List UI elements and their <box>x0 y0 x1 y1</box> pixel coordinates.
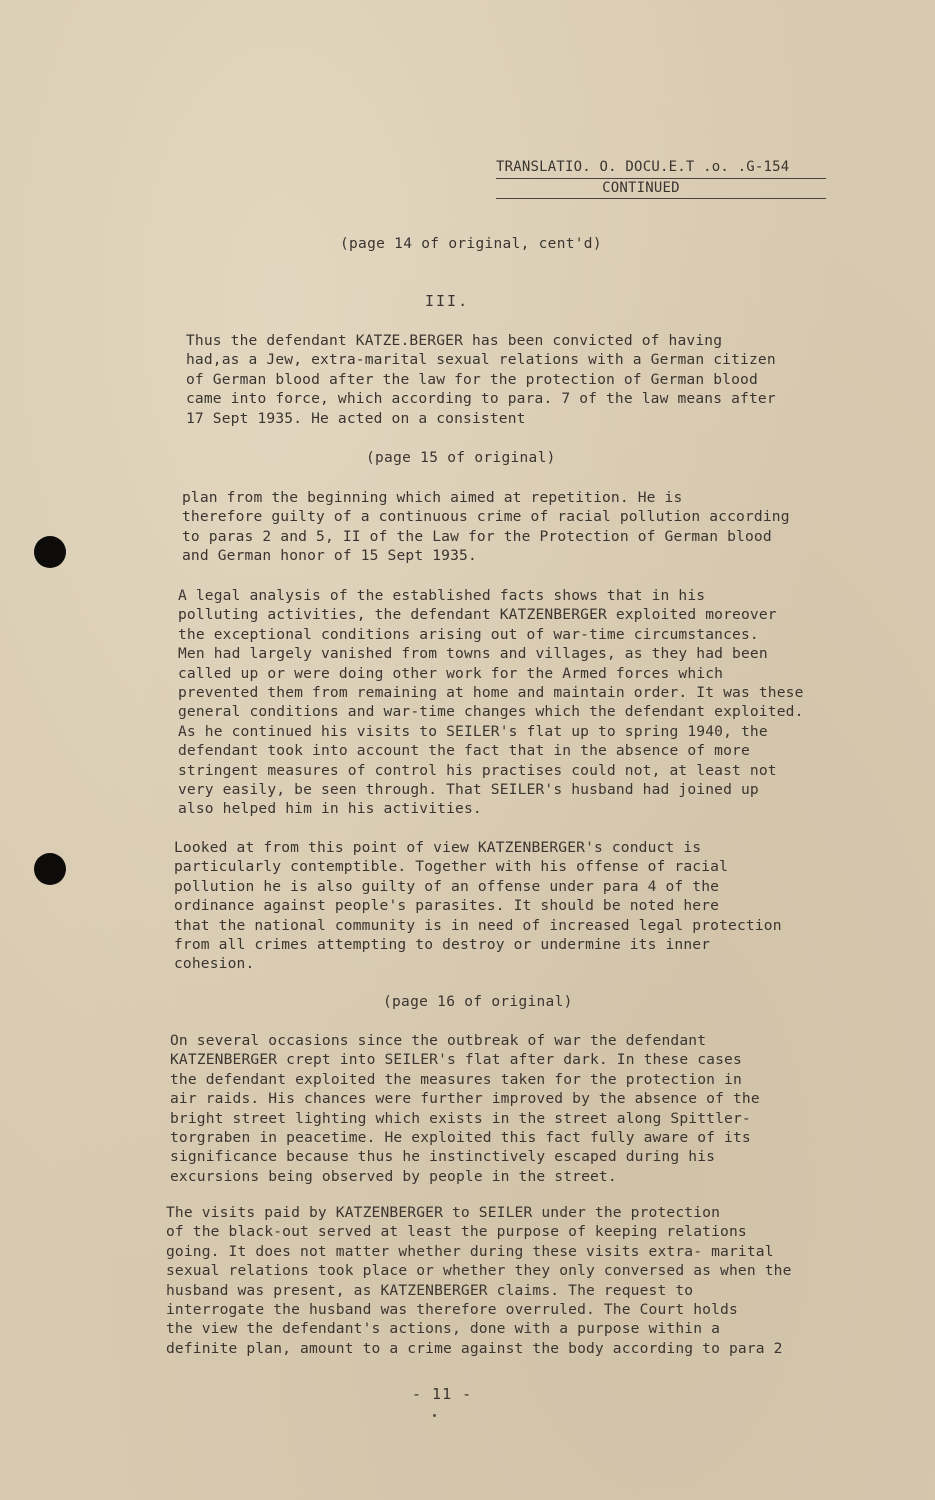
paragraph-contemptible-conduct <box>174 838 782 974</box>
text-line: definite plan, amount to a crime against the body according to para 2 <box>166 1339 783 1357</box>
text-line: of German blood after the law for the protection of German blood <box>186 370 758 388</box>
text-line: therefore guilty of a continuous crime of racial pollution according <box>182 508 790 526</box>
text-line: general conditions and war-time changes which the defendant exploited. <box>178 703 804 721</box>
punch-hole-lower <box>34 853 66 885</box>
punch-hole-upper <box>34 536 66 568</box>
text-line: stringent measures of control his practises could not, at least not <box>178 761 777 779</box>
text-line: torgraben in peacetime. He exploited this fact fully aware of its <box>170 1129 751 1147</box>
text-line: Looked at from this point of view KATZENBERGER's conduct is <box>174 839 702 856</box>
text-line: A legal analysis of the established facts shows that in his <box>178 587 706 604</box>
text-line: the exceptional conditions arising out of war-time circumstances. <box>178 625 759 643</box>
text-line: and German honor of 15 Sept 1935. <box>182 547 477 565</box>
text-line: from all crimes attempting to destroy or undermine its inner <box>174 936 711 954</box>
text-line: interrogate the husband was therefore overruled. The Court holds <box>166 1301 738 1319</box>
text-line: husband was present, as KATZENBERGER claims. The request to <box>166 1281 694 1299</box>
text-line: Men had largely vanished from towns and villages, as they had been <box>178 645 768 663</box>
text-line: came into force, which according to para. 7 of the law means after <box>186 390 776 408</box>
text-line: had,as a Jew, extra-marital sexual relations with a German citizen <box>186 351 776 369</box>
text-line: of the black-out served at least the purpose of keeping relations <box>166 1223 747 1241</box>
text-line: significance because thus he instinctively escaped during his <box>170 1148 716 1166</box>
page-ref-15: (page 15 of original) <box>366 450 556 466</box>
text-line: the view the defendant's actions, done with a purpose within a <box>166 1320 721 1338</box>
text-line: As he continued his visits to SEILER's flat up to spring 1940, the <box>178 722 768 740</box>
text-line: sexual relations took place or whether they only conversed as when the <box>166 1262 792 1280</box>
text-line: air raids. His chances were further improved by the absence of the <box>170 1090 760 1108</box>
text-line: Thus the defendant KATZE.BERGER has been convicted of having <box>186 332 723 349</box>
text-line: called up or were doing other work for the Armed forces which <box>178 664 724 682</box>
text-line: excursions being observed by people in the street. <box>170 1167 617 1185</box>
text-line: plan from the beginning which aimed at repetition. He is <box>182 489 683 506</box>
header-continued: CONTINUED <box>496 179 826 199</box>
paragraph-continuous-crime <box>182 488 790 566</box>
ink-dot <box>433 1414 436 1417</box>
paragraph-legal-analysis <box>178 586 804 819</box>
paragraph-conviction <box>186 331 776 428</box>
text-line: ordinance against people's parasites. It should be noted here <box>174 897 720 915</box>
page-ref-14: (page 14 of original, cent'd) <box>340 236 602 252</box>
text-line: bright street lighting which exists in the street along Spittler- <box>170 1109 751 1127</box>
text-line: to paras 2 and 5, II of the Law for the Protection of German blood <box>182 527 772 545</box>
text-line: particularly contemptible. Together with his offense of racial <box>174 858 729 876</box>
text-line: the defendant exploited the measures taken for the protection in <box>170 1070 742 1088</box>
text-line: cohesion. <box>174 955 255 973</box>
text-line: defendant took into account the fact that in the absence of more <box>178 742 750 760</box>
text-line: 17 Sept 1935. He acted on a consistent <box>186 409 526 427</box>
section-numeral: III. <box>425 292 470 310</box>
document-header <box>496 158 826 199</box>
text-line: that the national community is in need of increased legal protection <box>174 916 782 934</box>
text-line: KATZENBERGER crept into SEILER's flat after dark. In these cases <box>170 1051 742 1069</box>
text-line: The visits paid by KATZENBERGER to SEILER under the protection <box>166 1204 721 1221</box>
text-line: prevented them from remaining at home and maintain order. It was these <box>178 684 804 702</box>
page-ref-16: (page 16 of original) <box>383 994 573 1010</box>
text-line: On several occasions since the outbreak of war the defendant <box>170 1032 707 1049</box>
text-line: going. It does not matter whether during these visits extra- marital <box>166 1242 774 1260</box>
text-line: polluting activities, the defendant KATZENBERGER exploited moreover <box>178 606 777 624</box>
text-line: also helped him in his activities. <box>178 800 482 818</box>
page-number: - 11 - <box>412 1385 473 1403</box>
header-title: TRANSLATIO. O. DOCU.E.T .o. .G-154 <box>496 158 826 179</box>
text-line: pollution he is also guilty of an offense under para 4 of the <box>174 877 720 895</box>
paragraph-air-raids <box>170 1031 760 1186</box>
paragraph-black-out-visits <box>166 1203 792 1358</box>
text-line: very easily, be seen through. That SEILER's husband had joined up <box>178 781 759 799</box>
